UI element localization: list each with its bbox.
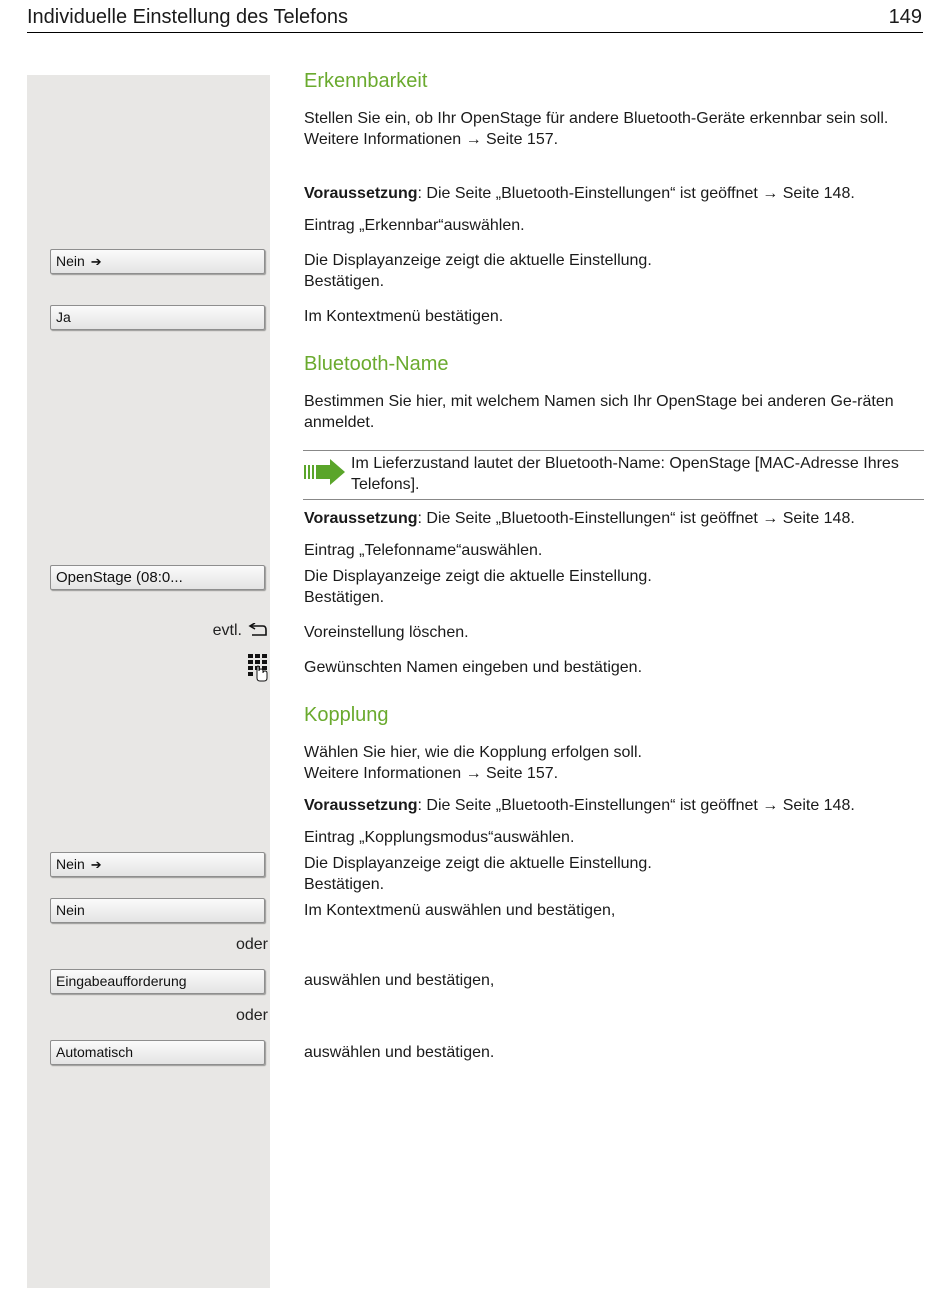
header-divider (27, 32, 923, 33)
intro-line: Weitere Informationen → Seite 157. (304, 131, 559, 148)
backspace-return-icon[interactable] (248, 623, 268, 639)
evtl-label-row (213, 622, 268, 640)
softkey-label: Ja (56, 309, 71, 325)
page-number: 149 (888, 6, 922, 28)
step-line: Bestätigen. (304, 589, 385, 606)
nein-softkey[interactable] (50, 898, 265, 923)
section3-step5: auswählen und bestätigen. (304, 1044, 495, 1061)
section-heading-bluetooth-name: Bluetooth-Name (304, 353, 449, 375)
ja-softkey[interactable] (50, 305, 265, 330)
section3-prerequisite (304, 795, 924, 816)
evtl-label: evtl. (212, 622, 242, 639)
page-header-title: Individuelle Einstellung des Telefons (27, 6, 348, 28)
section1-step3: Im Kontextmenü bestätigen. (304, 308, 504, 325)
section1-step2 (304, 250, 924, 292)
section2-intro: Bestimmen Sie hier, mit welchem Namen sich Ihr OpenStage bei anderen Ge-räten anmeldet. (304, 393, 894, 431)
step-line: Bestätigen. (304, 876, 385, 893)
softkey-label: Eingabeaufforderung (56, 973, 187, 989)
section1-step1: Eintrag „Erkennbar“auswählen. (304, 217, 525, 234)
softkey-label: Nein (56, 253, 85, 269)
step-line: Die Displayanzeige zeigt die aktuelle Einstellung. (304, 568, 652, 585)
prereq-text: : Die Seite „Bluetooth-Einstellungen“ ist geöffnet → Seite 148. (417, 510, 855, 527)
prereq-label: Voraussetzung (304, 797, 418, 814)
section3-step1: Eintrag „Kopplungsmodus“auswählen. (304, 829, 575, 846)
right-arrow-icon: ➔ (90, 857, 102, 872)
prereq-text: : Die Seite „Bluetooth-Einstellungen“ ist geöffnet → Seite 148. (417, 797, 855, 814)
section3-intro (304, 742, 924, 784)
section1-prerequisite (304, 183, 924, 204)
right-arrow-icon: ➔ (90, 254, 102, 269)
note-bottom-rule (303, 499, 924, 500)
oder-label: oder (235, 936, 268, 953)
section3-step2 (304, 853, 924, 895)
note-top-rule (303, 450, 924, 451)
prereq-text: : Die Seite „Bluetooth-Einstellungen“ ist geöffnet → Seite 148. (417, 185, 855, 202)
section2-step4: Gewünschten Namen eingeben und bestätigen. (304, 659, 643, 676)
section-heading-kopplung: Kopplung (304, 704, 389, 726)
prereq-label: Voraussetzung (304, 510, 418, 527)
note-text: Im Lieferzustand lautet der Bluetooth-Name: OpenStage [MAC-Adresse Ihres Telefons]. (351, 455, 899, 493)
section2-step1: Eintrag „Telefonname“auswählen. (304, 542, 543, 559)
intro-line: Stellen Sie ein, ob Ihr OpenStage für andere Bluetooth-Geräte erkennbar sein soll. (304, 110, 889, 127)
softkey-label: Automatisch (56, 1044, 134, 1060)
softkey-label: OpenStage (08:0... (56, 569, 183, 586)
section1-intro (304, 108, 924, 150)
intro-line: Wählen Sie hier, wie die Kopplung erfolgen soll. (304, 744, 642, 761)
softkey-label: Nein (56, 902, 85, 918)
softkey-label: Nein (56, 856, 85, 872)
eingabeaufforderung-softkey[interactable] (50, 969, 265, 994)
section2-prerequisite (304, 508, 924, 529)
step-line: Die Displayanzeige zeigt die aktuelle Einstellung. (304, 855, 652, 872)
openstage-name-softkey[interactable] (50, 565, 265, 590)
keypad-icon (248, 654, 269, 682)
oder-label: oder (235, 1007, 268, 1024)
nein-arrow-softkey[interactable] (50, 249, 265, 274)
intro-line: Weitere Informationen → Seite 157. (304, 765, 559, 782)
section3-step3: Im Kontextmenü auswählen und bestätigen, (304, 902, 616, 919)
nein-arrow-softkey-2[interactable] (50, 852, 265, 877)
step-line: Die Displayanzeige zeigt die aktuelle Einstellung. (304, 252, 652, 269)
section3-step4: auswählen und bestätigen, (304, 972, 495, 989)
section2-step3: Voreinstellung löschen. (304, 624, 469, 641)
prereq-label: Voraussetzung (304, 185, 418, 202)
automatisch-softkey[interactable] (50, 1040, 265, 1065)
step-line: Bestätigen. (304, 273, 385, 290)
hint-arrow-icon (304, 459, 346, 485)
section-heading-erkennbarkeit: Erkennbarkeit (304, 70, 428, 92)
section2-step2 (304, 566, 924, 608)
